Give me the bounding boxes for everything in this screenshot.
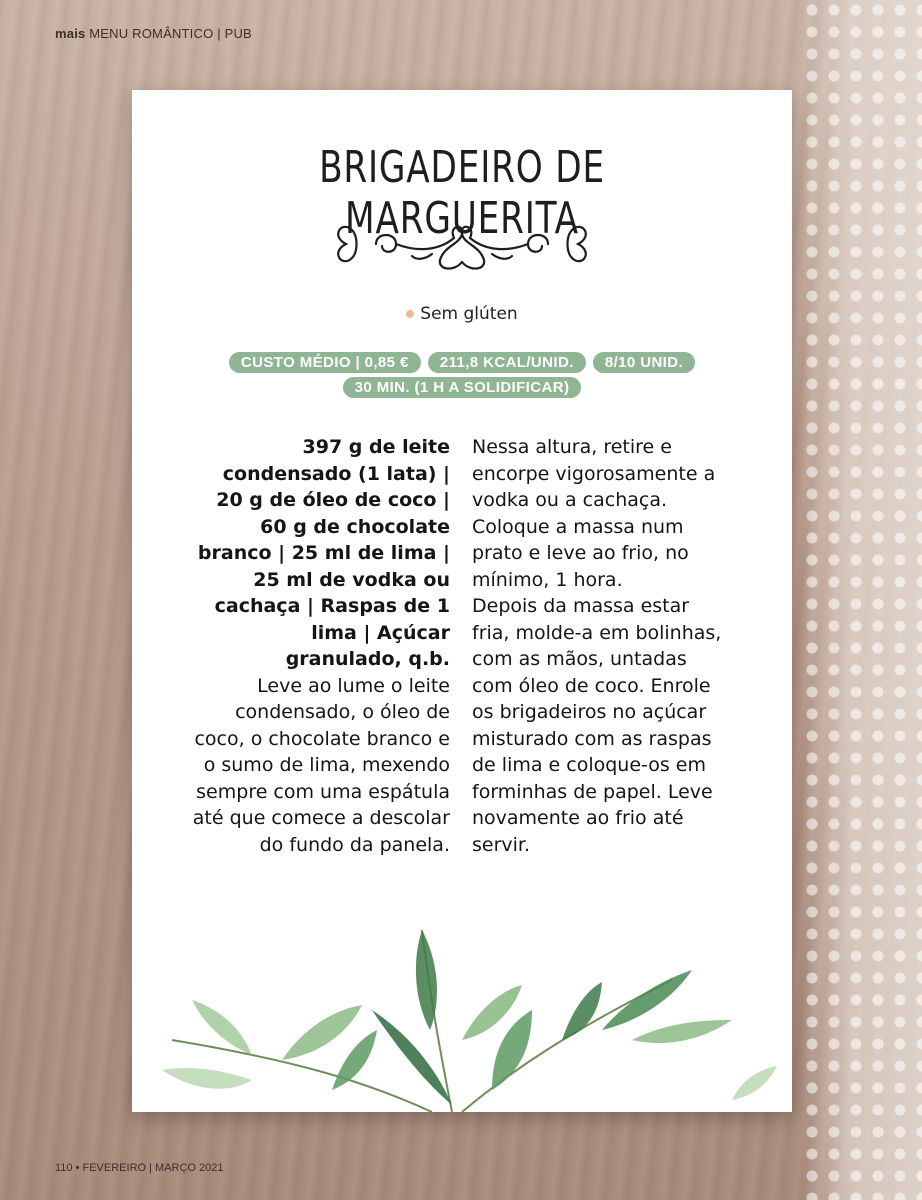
section-label: MENU ROMÂNTICO | PUB <box>89 26 252 41</box>
page-footer: 110 • FEVEREIRO | MARÇO 2021 <box>55 1162 224 1174</box>
recipe-card <box>132 90 792 1112</box>
tag-dot-icon <box>406 310 414 318</box>
dietary-tag-label: Sem glúten <box>420 304 518 324</box>
recipe-title: BRIGADEIRO DE MARGUERITA <box>319 142 605 244</box>
step-2-text: Nessa altura, retire e encorpe vigorosamente a vodka ou a cachaça. Coloque a massa num prato e leve ao frio, no mínimo, 1 hora. <box>472 436 716 591</box>
left-column <box>192 434 450 858</box>
servings-pill: 8/10 UNID. <box>593 352 695 373</box>
page-header <box>55 26 252 41</box>
ingredients-text: 397 g de leite condensado (1 lata) | 20 g de óleo de coco | 60 g de chocolate branco | 25 ml de lima | 25 ml de vodka ou cachaça | Raspas de 1 lima | Açúcar granulado, q.b. <box>197 436 450 670</box>
step-1-text: Leve ao lume o leite condensado, o óleo de coco, o chocolate branco e o sumo de lima, mexendo sempre com uma espátula até que comece a descolar do fundo da panela. <box>192 674 450 856</box>
cost-pill: CUSTO MÉDIO | 0,85 € <box>229 352 421 373</box>
lace-background <box>802 0 922 1200</box>
step-3-text: Depois da massa estar fria, molde-a em bolinhas, com as mãos, untadas com óleo de coco. Enrole os brigadeiros no açúcar misturado com as raspas de lima e coloque-os em forminhas de papel. Leve novamente ao frio até servir. <box>472 595 722 856</box>
watercolor-leaves-illustration <box>132 890 792 1112</box>
dietary-tag <box>132 304 792 324</box>
recipe-info-pills <box>132 352 792 402</box>
right-column <box>472 434 732 858</box>
time-pill: 30 MIN. (1 H A SOLIDIFICAR) <box>343 377 582 398</box>
calories-pill: 211,8 KCAL/UNID. <box>428 352 586 373</box>
brand-logo: mais <box>55 26 86 41</box>
heart-scroll-ornament-icon <box>332 208 592 278</box>
